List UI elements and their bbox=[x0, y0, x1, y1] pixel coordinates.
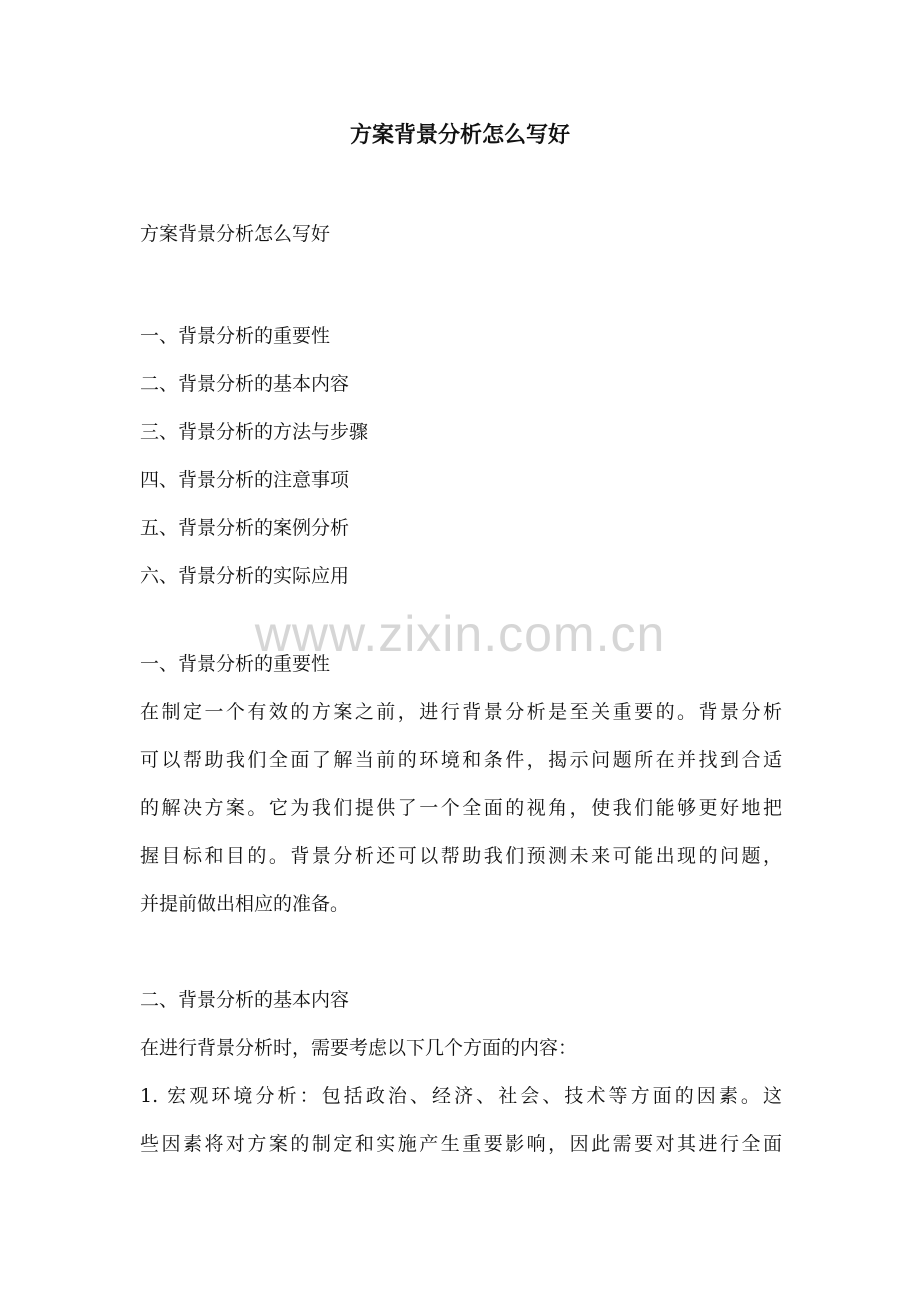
document-subtitle: 方案背景分析怎么写好 bbox=[140, 223, 331, 245]
toc-item: 三、背景分析的方法与步骤 bbox=[140, 421, 369, 443]
section-heading: 二、背景分析的基本内容 bbox=[140, 989, 350, 1011]
section-basic-content bbox=[140, 984, 782, 1168]
section-paragraph bbox=[140, 1024, 782, 1168]
watermark: www.zixin.com.cn bbox=[254, 606, 666, 662]
toc-item: 二、背景分析的基本内容 bbox=[140, 373, 350, 395]
toc-item: 一、背景分析的重要性 bbox=[140, 325, 331, 347]
document-title: 方案背景分析怎么写好 bbox=[349, 122, 570, 148]
section-heading: 一、背景分析的重要性 bbox=[140, 653, 331, 675]
paragraph-line: 的解决方案。它为我们提供了一个全面的视角，使我们能够更好地把 bbox=[140, 797, 782, 819]
paragraph-line: 握目标和目的。背景分析还可以帮助我们预测未来可能出现的问题， bbox=[140, 845, 782, 867]
toc-item: 五、背景分析的案例分析 bbox=[140, 517, 350, 539]
paragraph-line: 在进行背景分析时，需要考虑以下几个方面的内容： bbox=[140, 1037, 578, 1059]
toc-item: 六、背景分析的实际应用 bbox=[140, 565, 350, 587]
paragraph-line: 可以帮助我们全面了解当前的环境和条件，揭示问题所在并找到合适 bbox=[140, 749, 782, 771]
paragraph-line: 1. 宏观环境分析：包括政治、经济、社会、技术等方面的因素。这 bbox=[140, 1085, 782, 1107]
toc-item: 四、背景分析的注意事项 bbox=[140, 469, 350, 491]
section-paragraph bbox=[140, 688, 782, 928]
table-of-contents bbox=[140, 312, 368, 600]
paragraph-line: 并提前做出相应的准备。 bbox=[140, 893, 350, 915]
paragraph-line: 在制定一个有效的方案之前，进行背景分析是至关重要的。背景分析 bbox=[140, 701, 782, 723]
paragraph-line: 些因素将对方案的制定和实施产生重要影响，因此需要对其进行全面 bbox=[140, 1133, 782, 1155]
section-importance bbox=[140, 648, 782, 928]
